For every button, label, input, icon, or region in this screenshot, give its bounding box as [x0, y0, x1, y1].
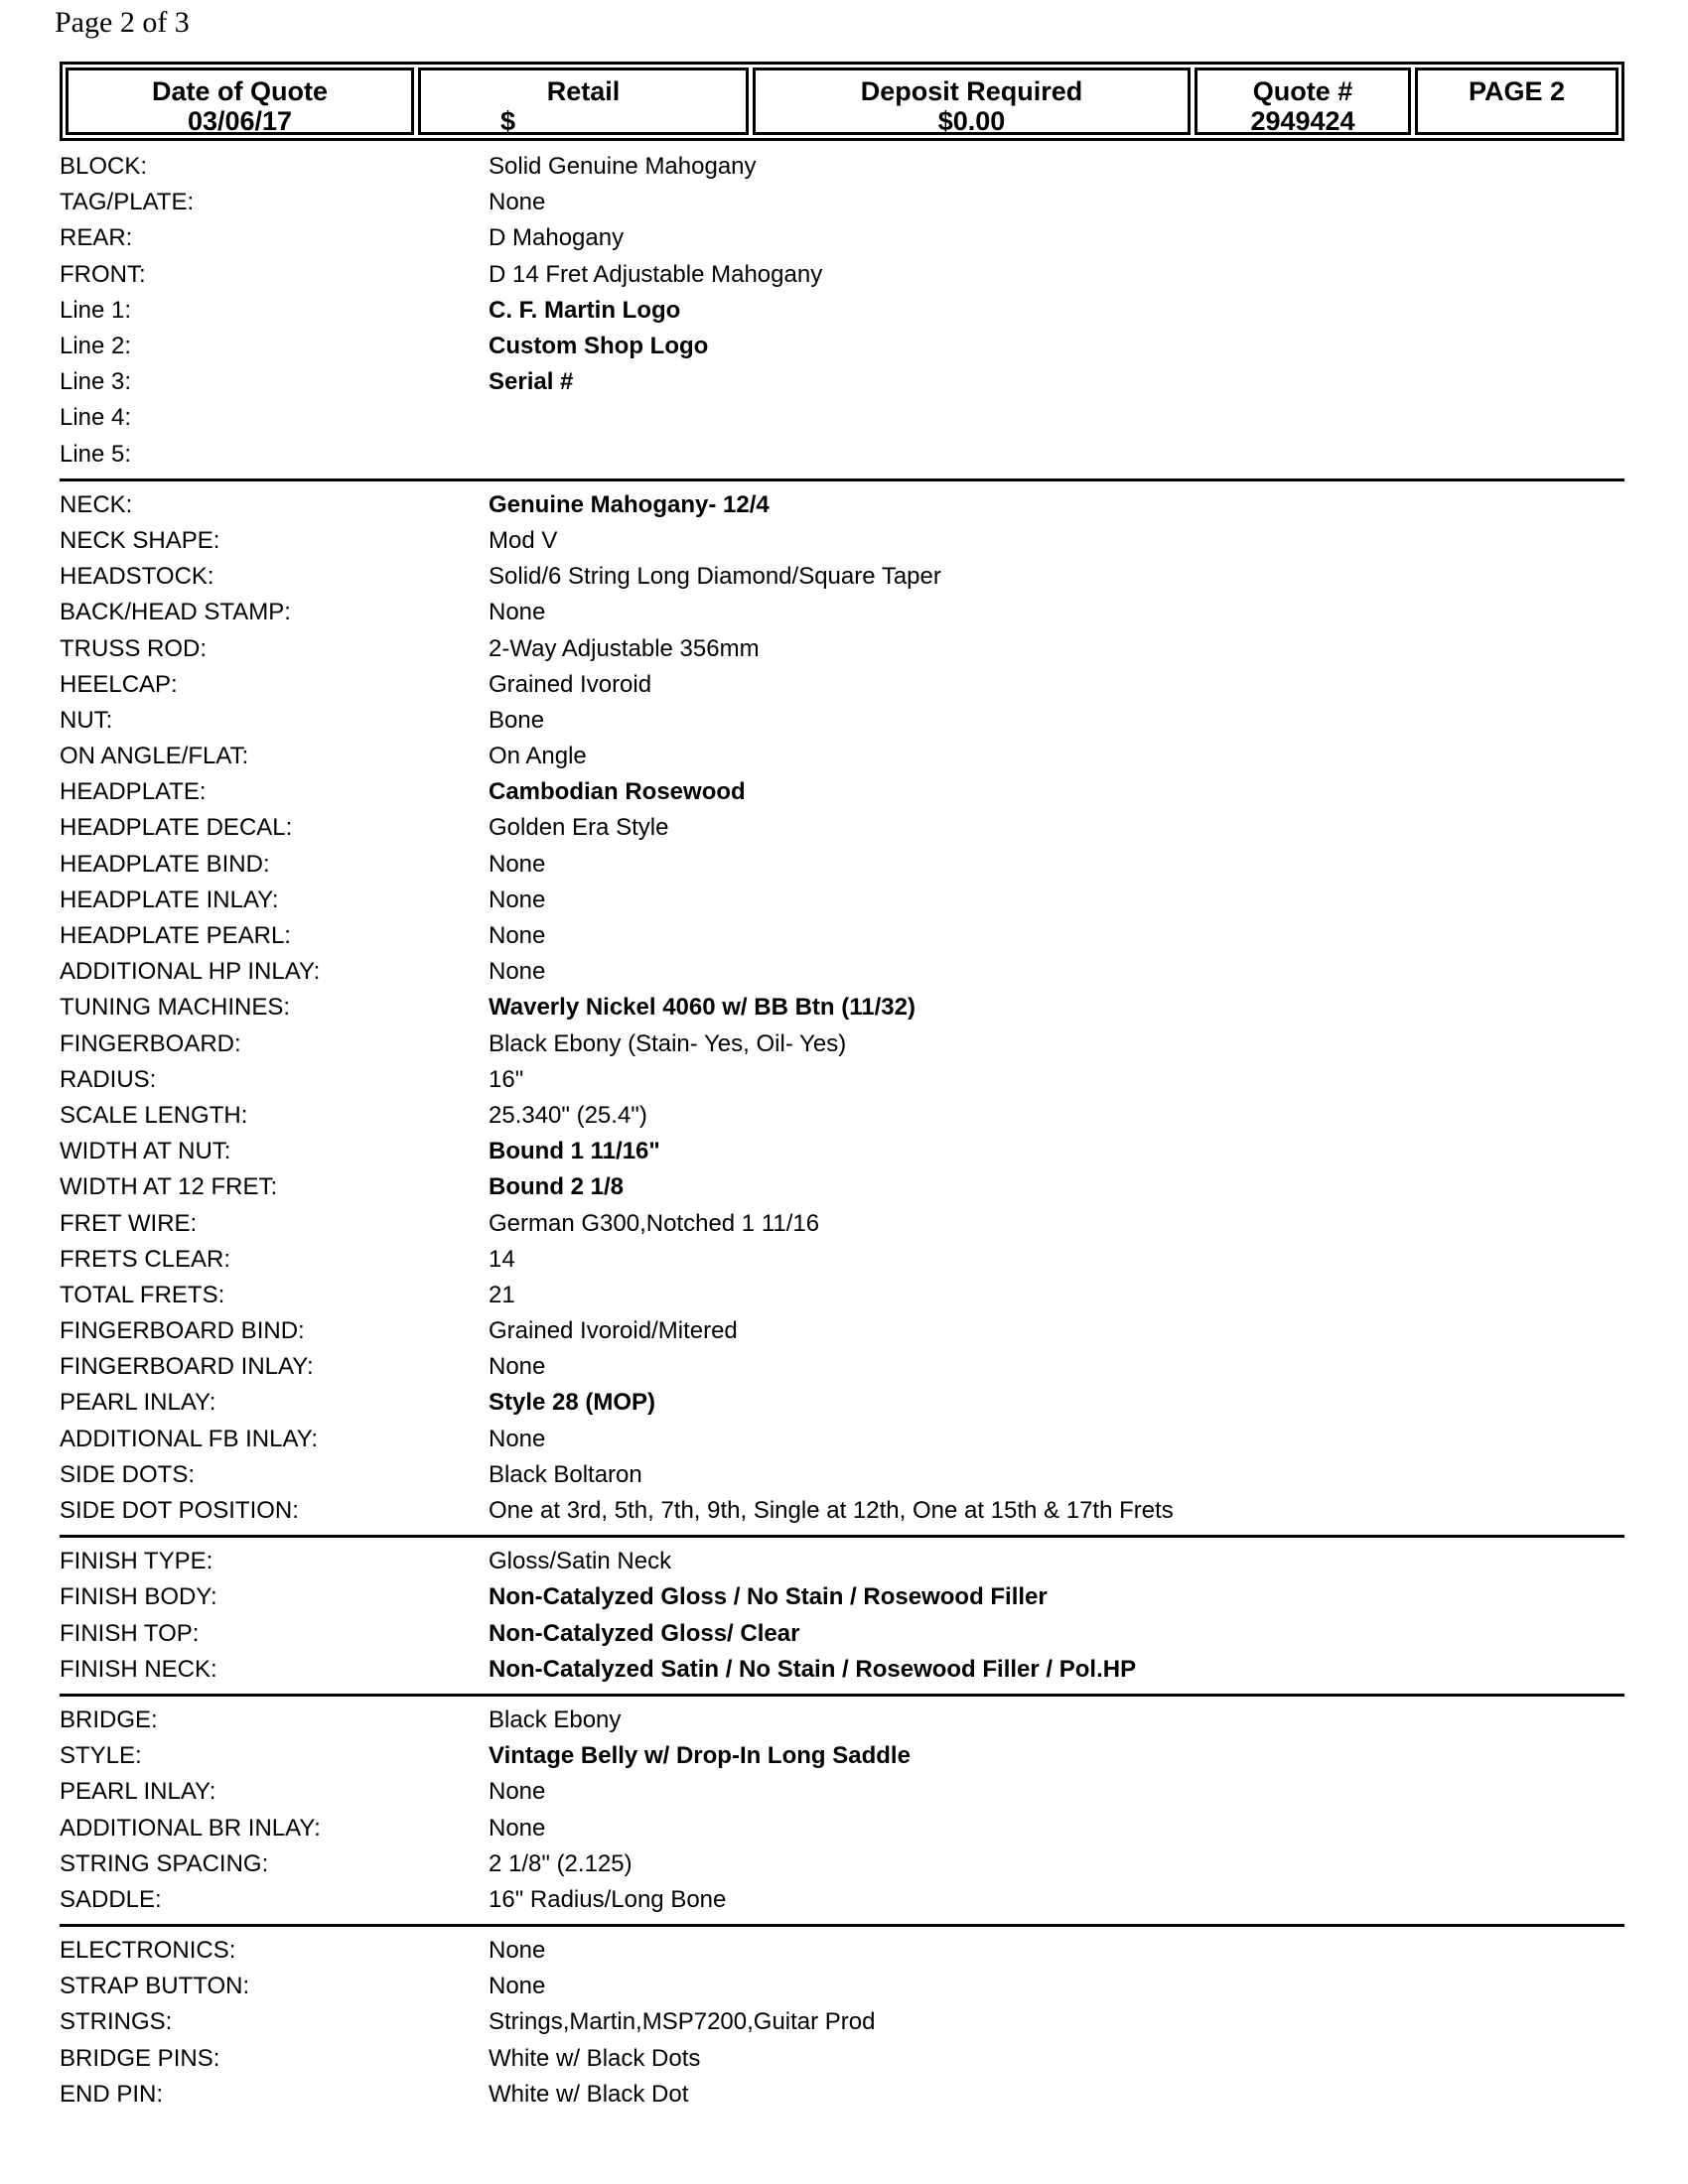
spec-value: On Angle: [489, 743, 587, 770]
page-indicator: PAGE 2: [1468, 76, 1566, 106]
spec-value: None: [489, 1937, 546, 1965]
spec-row: [60, 1652, 1624, 1688]
spec-value: 2-Way Adjustable 356mm: [489, 634, 760, 662]
spec-label: FRONT:: [60, 260, 146, 288]
date-label: Date of Quote: [151, 76, 328, 106]
spec-value: White w/ Black Dot: [489, 2080, 689, 2108]
spec-row: [60, 1313, 1624, 1349]
spec-row: [60, 329, 1624, 364]
spec-label: ADDITIONAL FB INLAY:: [60, 1425, 319, 1452]
spec-value: None: [489, 1353, 546, 1381]
spec-label: WIDTH AT 12 FRET:: [60, 1173, 278, 1201]
spec-label: BRIDGE PINS:: [60, 2044, 220, 2072]
spec-row: [60, 1810, 1624, 1845]
spec-row: [60, 630, 1624, 666]
spec-label: FINISH TOP:: [60, 1619, 200, 1647]
spec-value: Grained Ivoroid: [489, 670, 652, 698]
spec-row: [60, 1544, 1624, 1579]
quote-number-cell: [1195, 68, 1411, 135]
spec-value: Style 28 (MOP): [489, 1389, 656, 1417]
spec-row: [60, 1933, 1624, 1969]
spec-row: [60, 1882, 1624, 1918]
spec-row: [60, 487, 1624, 523]
spec-row: [60, 400, 1624, 436]
spec-value: None: [489, 1778, 546, 1806]
spec-label: FINISH NECK:: [60, 1655, 217, 1683]
spec-label: ELECTRONICS:: [60, 1937, 236, 1965]
spec-value: Black Boltaron: [489, 1460, 642, 1488]
spec-value: Genuine Mahogany- 12/4: [489, 490, 770, 518]
spec-row: [60, 1703, 1624, 1738]
spec-label: ADDITIONAL BR INLAY:: [60, 1814, 321, 1842]
spec-row: [60, 1422, 1624, 1457]
spec-value: One at 3rd, 5th, 7th, 9th, Single at 12th, One at 15th & 17th Frets: [489, 1497, 1174, 1525]
spec-label: TRUSS ROD:: [60, 634, 208, 662]
spec-row: [60, 523, 1624, 559]
spec-section: [60, 1933, 1624, 2118]
spec-value: None: [489, 886, 546, 913]
spec-label: SADDLE:: [60, 1885, 162, 1913]
spec-label: NECK:: [60, 490, 133, 518]
spec-section: [60, 149, 1624, 481]
spec-label: TAG/PLATE:: [60, 189, 195, 216]
deposit-cell: [753, 68, 1191, 135]
spec-row: [60, 1242, 1624, 1278]
spec-label: STRING SPACING:: [60, 1849, 269, 1877]
spec-section: [60, 1544, 1624, 1697]
spec-value: 2 1/8" (2.125): [489, 1849, 633, 1877]
spec-label: Line 1:: [60, 296, 132, 324]
spec-list: [60, 149, 1624, 2124]
spec-label: HEADPLATE PEARL:: [60, 922, 291, 950]
spec-row: [60, 437, 1624, 473]
spec-value: Serial #: [489, 368, 574, 396]
date-of-quote-cell: [66, 68, 414, 135]
spec-label: FINISH BODY:: [60, 1583, 217, 1611]
spec-value: Bone: [489, 706, 545, 734]
spec-value: Solid/6 String Long Diamond/Square Taper: [489, 563, 941, 591]
spec-label: TOTAL FRETS:: [60, 1281, 225, 1308]
spec-label: Line 3:: [60, 368, 132, 396]
spec-value: 14: [489, 1245, 515, 1273]
spec-value: White w/ Black Dots: [489, 2044, 701, 2072]
quote-header: [60, 62, 1624, 141]
spec-row: [60, 739, 1624, 774]
spec-label: SCALE LENGTH:: [60, 1101, 248, 1129]
spec-label: REAR:: [60, 224, 133, 252]
spec-row: [60, 1493, 1624, 1529]
spec-label: PEARL INLAY:: [60, 1778, 216, 1806]
spec-value: Golden Era Style: [489, 814, 669, 842]
spec-section: [60, 487, 1624, 1538]
spec-value: Custom Shop Logo: [489, 333, 709, 360]
retail-label: Retail: [546, 76, 621, 106]
spec-row: [60, 1738, 1624, 1774]
spec-value: Bound 1 11/16": [489, 1138, 660, 1165]
spec-row: [60, 810, 1624, 846]
spec-row: [60, 1969, 1624, 2004]
spec-label: FRETS CLEAR:: [60, 1245, 231, 1273]
spec-row: [60, 1134, 1624, 1169]
spec-value: None: [489, 599, 546, 626]
spec-row: [60, 954, 1624, 990]
spec-label: SIDE DOTS:: [60, 1460, 196, 1488]
spec-value: Black Ebony (Stain- Yes, Oil- Yes): [489, 1029, 847, 1057]
spec-row: [60, 1205, 1624, 1241]
spec-row: [60, 1579, 1624, 1615]
spec-section: [60, 1703, 1624, 1927]
spec-label: BACK/HEAD STAMP:: [60, 599, 291, 626]
spec-label: Line 2:: [60, 333, 132, 360]
spec-label: ADDITIONAL HP INLAY:: [60, 958, 321, 986]
spec-label: STRINGS:: [60, 2008, 173, 2036]
spec-label: FINGERBOARD INLAY:: [60, 1353, 314, 1381]
spec-row: [60, 149, 1624, 185]
spec-label: NECK SHAPE:: [60, 526, 220, 554]
spec-label: HEADSTOCK:: [60, 563, 214, 591]
spec-row: [60, 1457, 1624, 1493]
spec-row: [60, 1169, 1624, 1205]
spec-row: [60, 1616, 1624, 1652]
spec-label: Line 5:: [60, 440, 132, 468]
spec-label: FINGERBOARD BIND:: [60, 1317, 305, 1345]
spec-value: Strings,Martin,MSP7200,Guitar Prod: [489, 2008, 876, 2036]
spec-row: [60, 990, 1624, 1025]
spec-label: HEADPLATE INLAY:: [60, 886, 279, 913]
spec-label: HEADPLATE:: [60, 778, 207, 806]
spec-value: Black Ebony: [489, 1706, 622, 1733]
spec-row: [60, 293, 1624, 329]
spec-row: [60, 1774, 1624, 1810]
spec-row: [60, 257, 1624, 293]
spec-row: [60, 667, 1624, 703]
spec-value: Grained Ivoroid/Mitered: [489, 1317, 738, 1345]
spec-value: Bound 2 1/8: [489, 1173, 625, 1201]
spec-label: BRIDGE:: [60, 1706, 158, 1733]
spec-value: None: [489, 958, 546, 986]
spec-label: PEARL INLAY:: [60, 1389, 216, 1417]
spec-value: 16": [489, 1065, 524, 1093]
spec-row: [60, 703, 1624, 739]
spec-label: Line 4:: [60, 404, 132, 432]
spec-label: TUNING MACHINES:: [60, 994, 291, 1022]
page-number: Page 2 of 3: [55, 6, 190, 39]
spec-value: Non-Catalyzed Gloss/ Clear: [489, 1619, 800, 1647]
spec-row: [60, 918, 1624, 954]
date-value: 03/06/17: [187, 106, 293, 136]
spec-label: NUT:: [60, 706, 113, 734]
spec-label: RADIUS:: [60, 1065, 157, 1093]
spec-label: END PIN:: [60, 2080, 164, 2108]
spec-label: HEELCAP:: [60, 670, 178, 698]
spec-row: [60, 883, 1624, 918]
quote-value: 2949424: [1250, 106, 1355, 136]
spec-value: Non-Catalyzed Satin / No Stain / Rosewood Filler / Pol.HP: [489, 1655, 1137, 1683]
spec-value: D 14 Fret Adjustable Mahogany: [489, 260, 823, 288]
spec-row: [60, 185, 1624, 220]
spec-row: [60, 774, 1624, 810]
spec-row: [60, 595, 1624, 630]
spec-label: STRAP BUTTON:: [60, 1973, 250, 2000]
spec-value: Waverly Nickel 4060 w/ BB Btn (11/32): [489, 994, 915, 1022]
spec-row: [60, 220, 1624, 256]
spec-value: None: [489, 1814, 546, 1842]
retail-cell: [418, 68, 749, 135]
spec-row: [60, 1349, 1624, 1385]
spec-label: FINGERBOARD:: [60, 1029, 241, 1057]
spec-row: [60, 1385, 1624, 1421]
spec-label: FINISH TYPE:: [60, 1548, 213, 1575]
spec-row: [60, 2004, 1624, 2040]
quote-label: Quote #: [1252, 76, 1353, 106]
spec-value: Vintage Belly w/ Drop-In Long Saddle: [489, 1742, 911, 1770]
spec-label: WIDTH AT NUT:: [60, 1138, 231, 1165]
spec-label: HEADPLATE DECAL:: [60, 814, 293, 842]
spec-label: HEADPLATE BIND:: [60, 850, 270, 878]
spec-row: [60, 1026, 1624, 1062]
spec-value: 21: [489, 1281, 515, 1308]
spec-value: None: [489, 1973, 546, 2000]
spec-value: Gloss/Satin Neck: [489, 1548, 672, 1575]
spec-value: 25.340" (25.4"): [489, 1101, 647, 1129]
spec-value: None: [489, 1425, 546, 1452]
spec-label: SIDE DOT POSITION:: [60, 1497, 299, 1525]
deposit-value: $0.00: [937, 106, 1006, 136]
spec-value: Cambodian Rosewood: [489, 778, 746, 806]
spec-row: [60, 1062, 1624, 1098]
spec-value: None: [489, 922, 546, 950]
spec-row: [60, 559, 1624, 595]
spec-row: [60, 1098, 1624, 1134]
spec-row: [60, 1846, 1624, 1882]
retail-value: $: [500, 106, 516, 136]
page-cell: [1415, 68, 1618, 135]
spec-row: [60, 2041, 1624, 2077]
spec-value: Solid Genuine Mahogany: [489, 153, 757, 181]
spec-label: FRET WIRE:: [60, 1209, 198, 1237]
deposit-label: Deposit Required: [860, 76, 1083, 106]
spec-label: STYLE:: [60, 1742, 142, 1770]
spec-row: [60, 364, 1624, 400]
spec-value: C. F. Martin Logo: [489, 296, 681, 324]
spec-label: ON ANGLE/FLAT:: [60, 743, 249, 770]
spec-row: [60, 2077, 1624, 2113]
spec-row: [60, 847, 1624, 883]
spec-value: Mod V: [489, 526, 558, 554]
spec-value: 16" Radius/Long Bone: [489, 1885, 727, 1913]
spec-value: Non-Catalyzed Gloss / No Stain / Rosewood Filler: [489, 1583, 1048, 1611]
spec-value: None: [489, 850, 546, 878]
spec-value: None: [489, 189, 546, 216]
spec-value: D Mahogany: [489, 224, 625, 252]
spec-row: [60, 1278, 1624, 1313]
spec-value: German G300,Notched 1 11/16: [489, 1209, 820, 1237]
spec-label: BLOCK:: [60, 153, 148, 181]
